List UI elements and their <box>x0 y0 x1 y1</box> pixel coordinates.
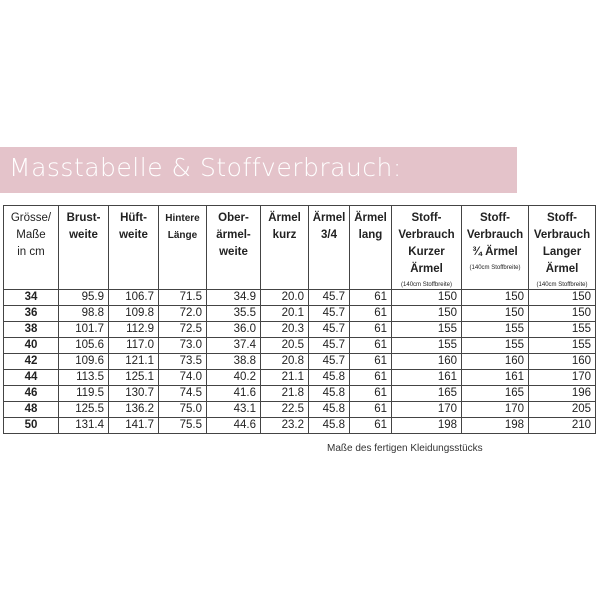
header-line: Kurzer <box>408 246 445 258</box>
value-cell: 198 <box>392 418 462 434</box>
table-row <box>4 306 596 322</box>
value-cell: 198 <box>462 418 529 434</box>
header-line: Ärmel <box>268 212 301 224</box>
value-cell: 61 <box>350 418 392 434</box>
header-line: Hintere <box>165 213 200 224</box>
header-line: Maße <box>16 229 46 241</box>
table-row <box>4 322 596 338</box>
header-line: Ober- <box>218 212 249 224</box>
value-cell: 170 <box>529 370 596 386</box>
value-cell: 61 <box>350 322 392 338</box>
value-cell: 73.0 <box>159 338 207 354</box>
value-cell: 75.0 <box>159 402 207 418</box>
value-cell: 71.5 <box>159 290 207 306</box>
value-cell: 61 <box>350 402 392 418</box>
column-header <box>350 206 392 290</box>
value-cell: 112.9 <box>109 322 159 338</box>
table-row <box>4 402 596 418</box>
value-cell: 37.4 <box>207 338 261 354</box>
size-cell: 50 <box>4 418 59 434</box>
value-cell: 155 <box>392 322 462 338</box>
value-cell: 61 <box>350 386 392 402</box>
value-cell: 22.5 <box>261 402 309 418</box>
value-cell: 98.8 <box>59 306 109 322</box>
column-header <box>392 206 462 290</box>
column-header <box>159 206 207 290</box>
value-cell: 109.6 <box>59 354 109 370</box>
value-cell: 20.1 <box>261 306 309 322</box>
value-cell: 61 <box>350 354 392 370</box>
value-cell: 61 <box>350 370 392 386</box>
size-cell: 44 <box>4 370 59 386</box>
value-cell: 101.7 <box>59 322 109 338</box>
value-cell: 141.7 <box>109 418 159 434</box>
value-cell: 21.1 <box>261 370 309 386</box>
value-cell: 125.5 <box>59 402 109 418</box>
value-cell: 74.0 <box>159 370 207 386</box>
header-line: Ärmel <box>312 212 346 224</box>
value-cell: 95.9 <box>59 290 109 306</box>
value-cell: 105.6 <box>59 338 109 354</box>
value-cell: 73.5 <box>159 354 207 370</box>
value-cell: 45.7 <box>309 354 350 370</box>
header-line: Langer <box>542 246 582 258</box>
value-cell: 61 <box>350 306 392 322</box>
column-header <box>59 206 109 290</box>
value-cell: 155 <box>462 322 529 338</box>
value-cell: 74.5 <box>159 386 207 402</box>
header-line: 3/4 <box>321 229 337 241</box>
size-cell: 48 <box>4 402 59 418</box>
column-header <box>207 206 261 290</box>
value-cell: 150 <box>392 290 462 306</box>
size-cell: 42 <box>4 354 59 370</box>
value-cell: 130.7 <box>109 386 159 402</box>
value-cell: 45.7 <box>309 290 350 306</box>
header-line: weite <box>69 229 98 241</box>
value-cell: 155 <box>462 338 529 354</box>
header-line: in cm <box>17 246 45 258</box>
header-line: ärmel- <box>216 229 251 241</box>
value-cell: 45.8 <box>309 370 350 386</box>
header-line: weite <box>119 229 148 241</box>
table-row <box>4 370 596 386</box>
size-cell: 36 <box>4 306 59 322</box>
value-cell: 205 <box>529 402 596 418</box>
table-row <box>4 338 596 354</box>
value-cell: 35.5 <box>207 306 261 322</box>
header-line: Ärmel <box>354 212 387 224</box>
value-cell: 150 <box>529 290 596 306</box>
size-cell: 40 <box>4 338 59 354</box>
value-cell: 72.0 <box>159 306 207 322</box>
value-cell: 61 <box>350 338 392 354</box>
header-line: lang <box>358 229 383 241</box>
value-cell: 20.3 <box>261 322 309 338</box>
header-line: Stoff- <box>479 212 510 224</box>
table-row <box>4 354 596 370</box>
value-cell: 21.8 <box>261 386 309 402</box>
value-cell: 72.5 <box>159 322 207 338</box>
value-cell: 40.2 <box>207 370 261 386</box>
table-caption: Maße des fertigen Kleidungsstücks <box>327 443 483 454</box>
column-header <box>261 206 309 290</box>
value-cell: 196 <box>529 386 596 402</box>
value-cell: 170 <box>462 402 529 418</box>
value-cell: 44.6 <box>207 418 261 434</box>
value-cell: 109.8 <box>109 306 159 322</box>
value-cell: 160 <box>462 354 529 370</box>
header-line: Brust- <box>66 212 101 224</box>
value-cell: 45.8 <box>309 386 350 402</box>
value-cell: 106.7 <box>109 290 159 306</box>
value-cell: 45.7 <box>309 322 350 338</box>
value-cell: 150 <box>392 306 462 322</box>
table-body <box>4 290 596 434</box>
column-header <box>309 206 350 290</box>
value-cell: 45.8 <box>309 418 350 434</box>
value-cell: 119.5 <box>59 386 109 402</box>
value-cell: 20.5 <box>261 338 309 354</box>
header-line: kurz <box>272 229 297 241</box>
value-cell: 23.2 <box>261 418 309 434</box>
header-note: (140cm Stoffbreite) <box>469 265 521 271</box>
header-note: (140cm Stoffbreite) <box>401 282 452 288</box>
header-line: Verbrauch <box>398 229 455 241</box>
value-cell: 113.5 <box>59 370 109 386</box>
value-cell: 165 <box>462 386 529 402</box>
value-cell: 161 <box>392 370 462 386</box>
value-cell: 20.8 <box>261 354 309 370</box>
size-table <box>3 205 596 434</box>
value-cell: 210 <box>529 418 596 434</box>
value-cell: 36.0 <box>207 322 261 338</box>
size-cell: 34 <box>4 290 59 306</box>
header-line: Verbrauch <box>466 229 524 241</box>
value-cell: 45.7 <box>309 338 350 354</box>
column-header <box>462 206 529 290</box>
header-line: Stoff- <box>411 212 442 224</box>
table-row <box>4 386 596 402</box>
value-cell: 170 <box>392 402 462 418</box>
value-cell: 160 <box>529 354 596 370</box>
value-cell: 160 <box>392 354 462 370</box>
value-cell: 165 <box>392 386 462 402</box>
header-note: (140cm Stoffbreite) <box>536 282 588 288</box>
table-header-row <box>4 206 596 290</box>
header-line: Grösse/ <box>10 212 52 224</box>
page-title: Masstabelle & Stoffverbrauch: <box>9 153 402 182</box>
value-cell: 155 <box>529 322 596 338</box>
value-cell: 45.7 <box>309 306 350 322</box>
header-line: Verbrauch <box>533 229 591 241</box>
value-cell: 41.6 <box>207 386 261 402</box>
header-line: Ärmel <box>410 263 443 275</box>
value-cell: 150 <box>529 306 596 322</box>
title-banner <box>0 147 517 193</box>
value-cell: 117.0 <box>109 338 159 354</box>
header-line: ¾ Ärmel <box>472 246 518 258</box>
column-header <box>109 206 159 290</box>
value-cell: 38.8 <box>207 354 261 370</box>
header-line: Stoff- <box>546 212 577 224</box>
value-cell: 43.1 <box>207 402 261 418</box>
value-cell: 150 <box>462 290 529 306</box>
value-cell: 20.0 <box>261 290 309 306</box>
value-cell: 131.4 <box>59 418 109 434</box>
header-line: Länge <box>167 230 198 241</box>
value-cell: 155 <box>529 338 596 354</box>
table-row <box>4 418 596 434</box>
column-header <box>4 206 59 290</box>
value-cell: 125.1 <box>109 370 159 386</box>
header-line: Ärmel <box>545 263 579 275</box>
value-cell: 150 <box>462 306 529 322</box>
value-cell: 61 <box>350 290 392 306</box>
value-cell: 161 <box>462 370 529 386</box>
value-cell: 155 <box>392 338 462 354</box>
value-cell: 136.2 <box>109 402 159 418</box>
value-cell: 34.9 <box>207 290 261 306</box>
column-header <box>529 206 596 290</box>
value-cell: 121.1 <box>109 354 159 370</box>
table-row <box>4 290 596 306</box>
header-line: weite <box>219 246 248 258</box>
value-cell: 45.8 <box>309 402 350 418</box>
size-cell: 38 <box>4 322 59 338</box>
header-line: Hüft- <box>120 212 147 224</box>
value-cell: 75.5 <box>159 418 207 434</box>
size-cell: 46 <box>4 386 59 402</box>
